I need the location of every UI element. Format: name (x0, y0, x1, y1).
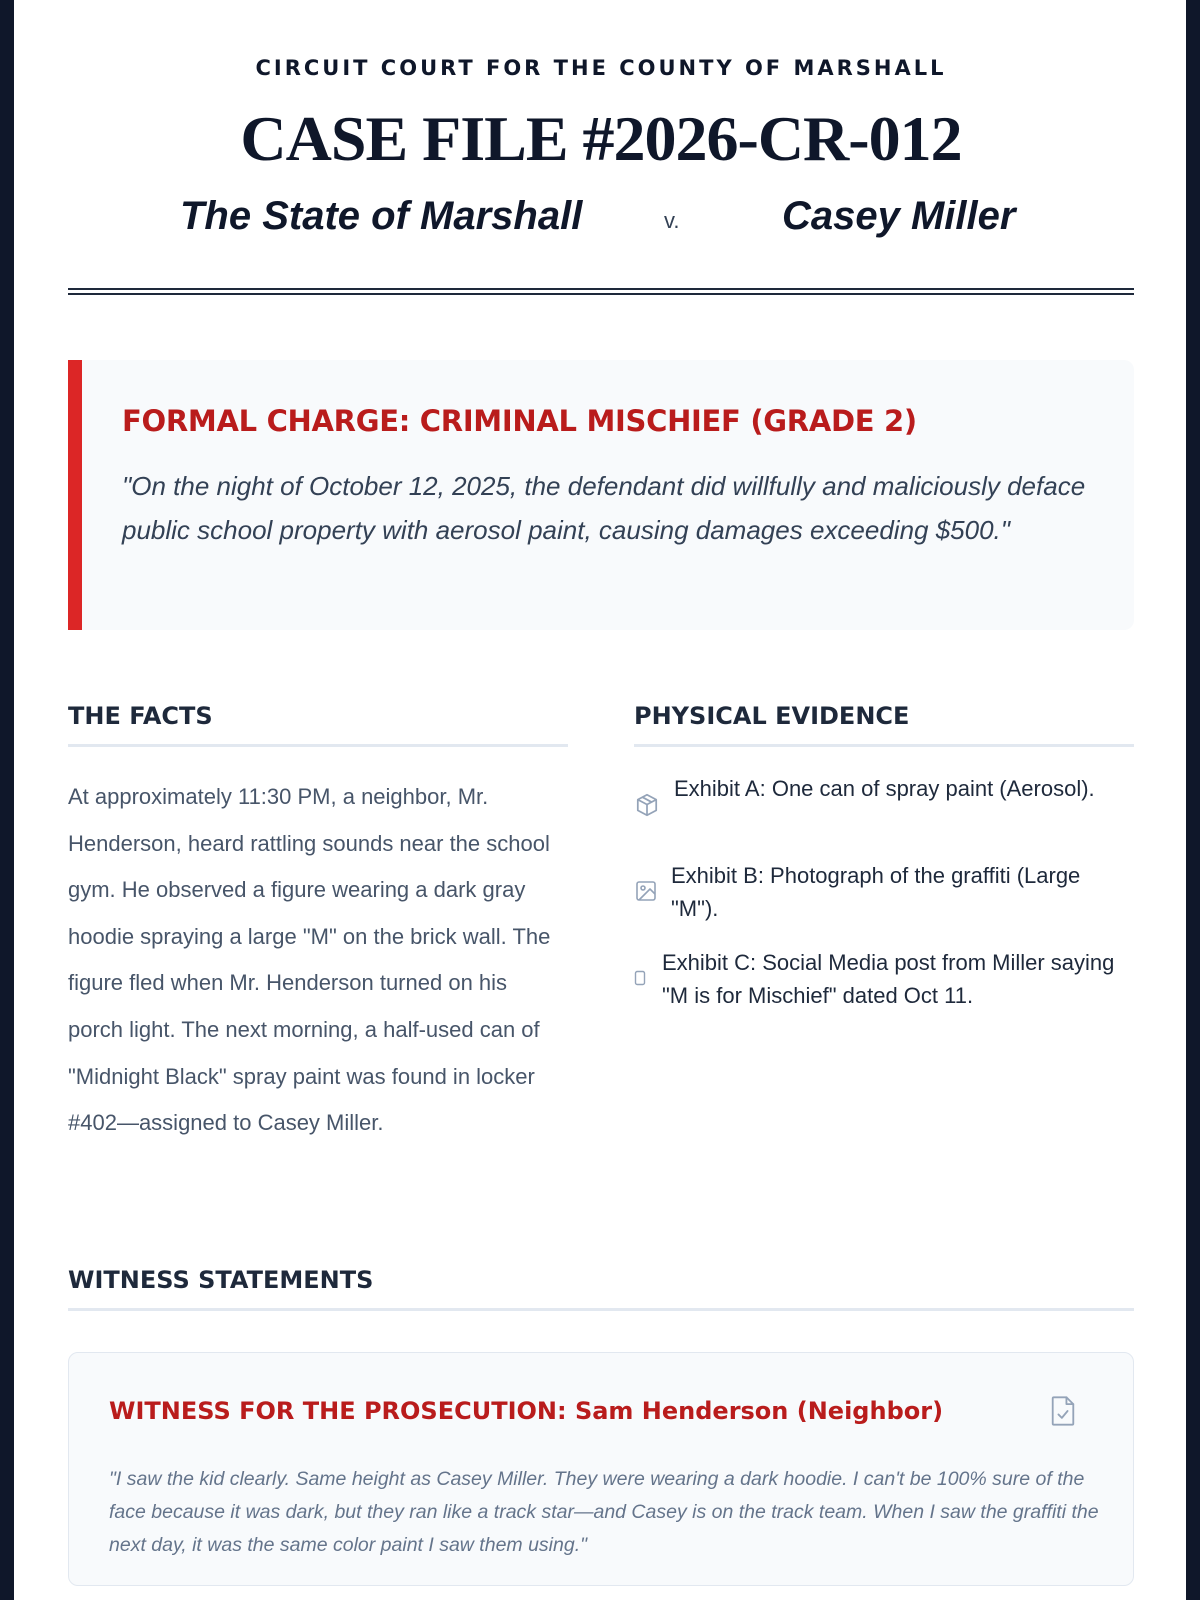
evidence-divider (634, 744, 1134, 747)
phone-icon (634, 970, 646, 991)
document-check-icon (1049, 1395, 1077, 1432)
evidence-heading: PHYSICAL EVIDENCE (634, 702, 910, 730)
versus-label: v. (664, 208, 680, 233)
facts-text: At approximately 11:30 PM, a neighbor, Mr. Henderson, heard rattling sounds near the school gym. He observed a figure wearing a dark gray hoodie spraying a large "M" on the brick wall. The figure fled when Mr. Henderson turned on his porch light. The next morning, a half-used can of "Midnight Black" spray paint was found in locker #402—assigned to Casey Miller. (68, 784, 551, 1136)
witness-title: WITNESS FOR THE PROSECUTION: Sam Henderson (Neighbor) (109, 1397, 944, 1425)
facts-divider (68, 744, 568, 747)
cube-icon (634, 792, 660, 823)
witness-quote: "I saw the kid clearly. Same height as Casey Miller. They were wearing a dark hoodie. I can't be 100% sure of the face because it was dark, but they ran like a track star—and Casey is on the track team. When I saw the graffiti the next day, it was the same color paint I saw them using." (109, 1468, 1099, 1556)
witness-heading: WITNESS STATEMENTS (68, 1266, 374, 1294)
charge-title: FORMAL CHARGE: CRIMINAL MISCHIEF (GRADE 2) (122, 404, 917, 438)
witness-divider (68, 1308, 1134, 1311)
formal-charge-box (68, 360, 1134, 630)
case-title: CASE FILE #2026-CR-012 (240, 103, 962, 174)
charge-text: "On the night of October 12, 2025, the defendant did willfully and maliciously deface public school property with aerosol paint, causing damages exceeding $500." (122, 471, 1086, 545)
plaintiff-name: The State of Marshall (180, 194, 583, 238)
court-name: CIRCUIT COURT FOR THE COUNTY OF MARSHALL (255, 56, 947, 80)
witness-statement-card (68, 1352, 1134, 1586)
evidence-label: Exhibit C: Social Media post from Miller saying "M is for Mischief" dated Oct 11. (662, 950, 1115, 1008)
defendant-name: Casey Miller (782, 194, 1016, 238)
image-icon (634, 879, 658, 908)
facts-heading: THE FACTS (68, 702, 213, 730)
evidence-label: Exhibit A: One can of spray paint (Aerosol). (674, 776, 1095, 801)
case-file-page (14, 0, 1186, 1600)
case-parties (68, 194, 1134, 244)
evidence-label: Exhibit B: Photograph of the graffiti (Large "M"). (671, 863, 1081, 921)
header-double-rule (68, 288, 1134, 295)
